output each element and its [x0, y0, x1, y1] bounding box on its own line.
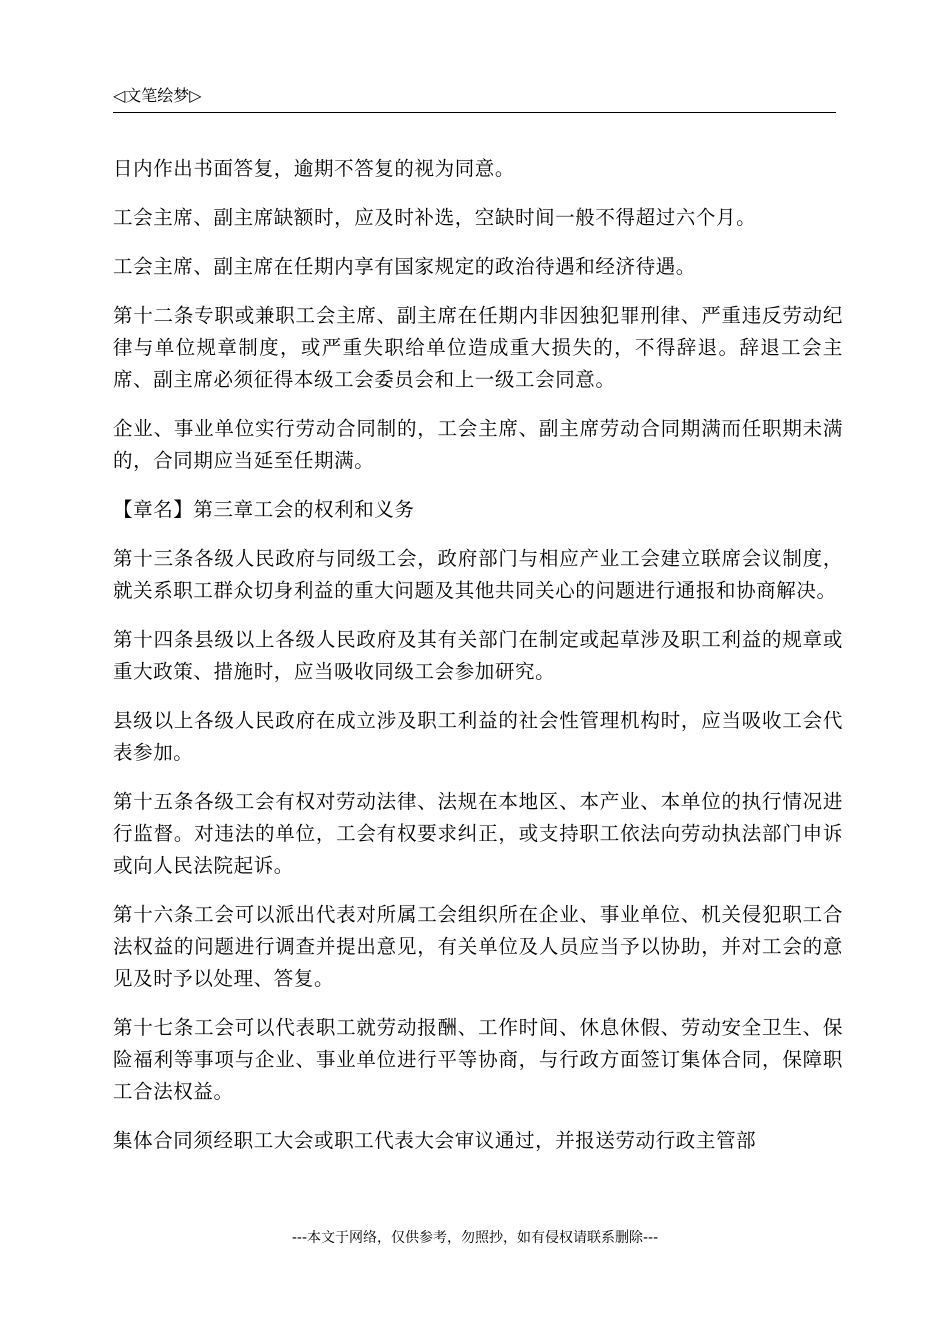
paragraph: 工会主席、副主席缺额时，应及时补选，空缺时间一般不得超过六个月。: [113, 206, 757, 229]
paragraph: 第十四条县级以上各级人民政府及其有关部门在制定或起草涉及职工利益的规章或重大政策、措施时，应当吸收同级工会参加研究。: [113, 628, 843, 683]
paragraph: 第十五条各级工会有权对劳动法律、法规在本地区、本产业、本单位的执行情况进行监督。对违法的单位，工会有权要求纠正，或支持职工依法向劳动执法部门申诉或向人民法院起诉。: [113, 790, 843, 877]
paragraph: 第十三条各级人民政府与同级工会，政府部门与相应产业工会建立联席会议制度，就关系职工群众切身利益的重大问题及其他共同关心的问题进行通报和协商解决。: [113, 547, 843, 602]
paragraph: 第十六条工会可以派出代表对所属工会组织所在企业、事业单位、机关侵犯职工合法权益的问题进行调查并提出意见，有关单位及人员应当予以协助，并对工会的意见及时予以处理、答复。: [113, 903, 843, 990]
paragraph: 工会主席、副主席在任期内享有国家规定的政治待遇和经济待遇。: [113, 255, 696, 278]
paragraph: 日内作出书面答复，逾期不答复的视为同意。: [113, 157, 516, 180]
page-footer: ---本文于网络，仅供参考，勿照抄，如有侵权请联系删除---: [291, 1230, 659, 1246]
paragraph: 集体合同须经职工大会或职工代表大会审议通过，并报送劳动行政主管部: [113, 1129, 757, 1152]
paragraph: 县级以上各级人民政府在成立涉及职工利益的社会性管理机构时，应当吸收工会代表参加。: [113, 709, 843, 764]
header-title: ◁文笔绘梦▷: [113, 86, 202, 105]
paragraph: 第十七条工会可以代表职工就劳动报酬、工作时间、休息休假、劳动安全卫生、保险福利等事项与企业、事业单位进行平等协商，与行政方面签订集体合同，保障职工合法权益。: [113, 1016, 843, 1103]
chapter-title: 【章名】第三章工会的权利和义务: [113, 498, 415, 521]
page-header: [113, 84, 836, 113]
paragraph: 第十二条专职或兼职工会主席、副主席在任期内非因独犯罪刑律、严重违反劳动纪律与单位规章制度，或严重失职给单位造成重大损失的，不得辞退。辞退工会主席、副主席必须征得本级工会委员会和上一级工会同意。: [113, 304, 843, 391]
paragraph: 企业、事业单位实行劳动合同制的，工会主席、副主席劳动合同期满而任职期未满的，合同期应当延至任期满。: [113, 417, 843, 472]
document-body: [113, 153, 843, 1174]
